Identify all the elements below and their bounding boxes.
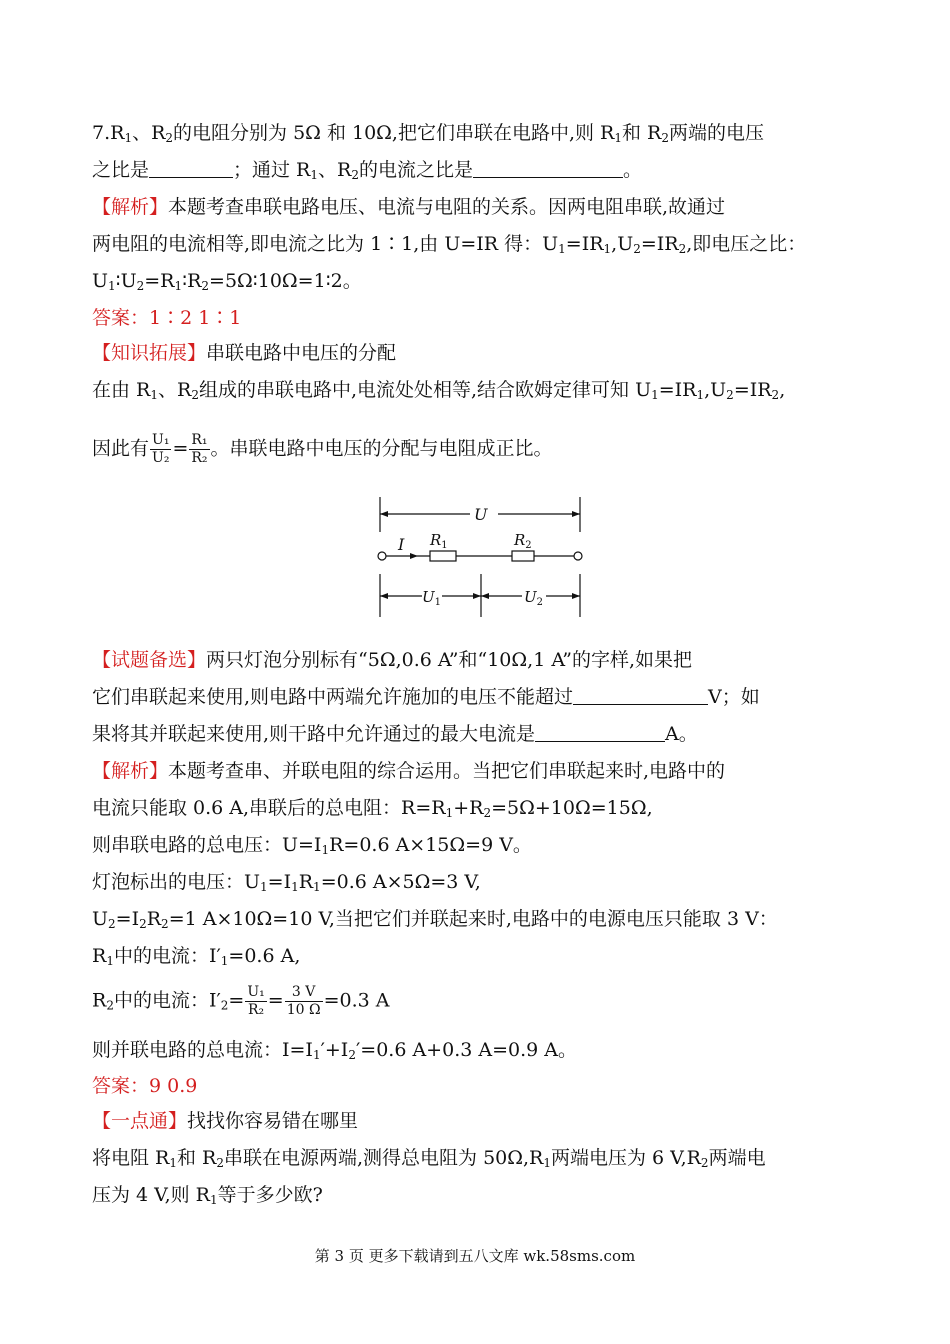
label-u2: $U_2$ [524,588,544,608]
answer-blank-voltage[interactable] [573,684,708,705]
fraction-u1-r2: $\frac{\text{U₁}}{\text{R₂}}$ [247,984,265,1018]
alt-analysis-line-4: 灯泡标出的电压：$U_1=I_1R_1=0.6$ A×5Ω=3 V, [92,871,481,894]
extension-line-2: 因此有 $\frac{\text{U₁}}{\text{U₂}}$ = $\frac{\text{R₁}}{\text{R₂}}$ 。串联电路中电压的分配与电阻成正比。 [92,432,553,466]
alt-analysis-line-6: $R_1$中的电流：$I'_1=0.6$ A, [92,945,301,968]
alt-question-line-1: 【试题备选】两只灯泡分别标有“5Ω,0.6 A”和“10Ω,1 A”的字样,如果把 [92,649,693,671]
analysis-tag: 【解析】 [92,196,169,218]
alt-answer: 答案：9 0.9 [92,1075,198,1097]
q7-analysis-line-2: 两电阻的电流相等,即电流之比为 1∶1,由 U=IR 得：$U_1=IR_1,U_2=IR_2$,即电压之比： [92,233,807,256]
label-u1: $U_1$ [422,588,442,608]
alt-question-tag: 【试题备选】 [92,649,207,671]
alt-analysis-line-1: 【解析】本题考查串、并联电阻的综合运用。当把它们串联起来时,电路中的 [92,760,726,782]
fraction-3v-10ohm: $\frac{3 V}{10 \Omega}$ [286,984,321,1018]
q7-analysis-line-3: $U_1∶U_2=R_1∶R_2=5\Omega∶10\Omega=1∶2$。 [92,270,362,293]
label-r1: $R_1$ [430,531,448,551]
q7-line-1: $7.R_1$、$R_2$的电阻分别为 5Ω 和 10Ω,把它们串联在电路中,则 $R_1$和 $R_2$两端的电压 [92,122,765,145]
extension-heading: 【知识拓展】串联电路中电压的分配 [92,342,397,364]
label-r2: $R_2$ [514,531,532,551]
tip-line-1: 将电阻 $R_1$和 $R_2$串联在电源两端,测得总电阻为 $50\Omega,R_1$两端电压为 6 $V,R_2$两端电 [92,1147,766,1170]
alt-analysis-line-7: $R_2$中的电流：$I'_2=$ $\frac{\text{U₁}}{\text{R₂}}$ = $\frac{3 V}{10 \Omega}$ =0.3 A [92,984,390,1018]
terminal-right [574,552,582,560]
label-i: I [398,535,405,554]
alt-analysis-line-5: $U_2=I_2R_2=1$ A×10Ω=10 V,当把它们并联起来时,电路中的电源电压只能取 3 V： [92,908,778,931]
alt-analysis-tag: 【解析】 [92,760,169,782]
q7-line-2: 之比是 ；通过 $R_1$、$R_2$的电流之比是 。 [92,159,642,182]
q7-analysis-line-1: 【解析】本题考查串联电路电压、电流与电阻的关系。因两电阻串联,故通过 [92,196,726,218]
answer-blank-2[interactable] [473,157,623,178]
answer-blank-current[interactable] [535,721,665,742]
terminal-left [378,552,386,560]
extension-tag: 【知识拓展】 [92,342,207,364]
extension-line-1: 在由 $R_1$、$R_2$组成的串联电路中,电流处处相等,结合欧姆定律可知 $U_1=IR_1,U_2=IR_2$, [92,379,786,402]
alt-question-line-2: 它们串联起来使用,则电路中两端允许施加的电压不能超过 V；如 [92,686,760,708]
label-u: U [474,505,488,524]
fraction-r1-r2: $\frac{\text{R₁}}{\text{R₂}}$ [191,432,208,466]
tip-heading: 【一点通】找找你容易错在哪里 [92,1110,359,1132]
alt-analysis-line-3: 则串联电路的总电压：$U=I_1R=0.6$ A×15Ω=9 V。 [92,834,532,857]
page-footer: 第 3 页 更多下载请到五八文库 wk.58sms.com [314,1247,636,1265]
answer-blank-1[interactable] [149,157,233,178]
q7-answer: 答案：1∶2 1∶1 [92,307,242,329]
fraction-u1-u2: $\frac{\text{U₁}}{\text{U₂}}$ [152,432,170,466]
alt-analysis-line-2: 电流只能取 0.6 A,串联后的总电阻：$R=R_1+R_2=5\Omega+10\Omega=15\Omega$, [92,797,653,820]
alt-analysis-line-8: 则并联电路的总电流：$I=I_1'+I_2'=0.6$ A+0.3 A=0.9 A。 [92,1039,577,1062]
tip-line-2: 压为 4 V,则 $R_1$等于多少欧? [92,1184,323,1207]
series-circuit-diagram [370,492,590,622]
tip-tag: 【一点通】 [92,1110,188,1132]
alt-question-line-3: 果将其并联起来使用,则干路中允许通过的最大电流是 A。 [92,723,698,745]
